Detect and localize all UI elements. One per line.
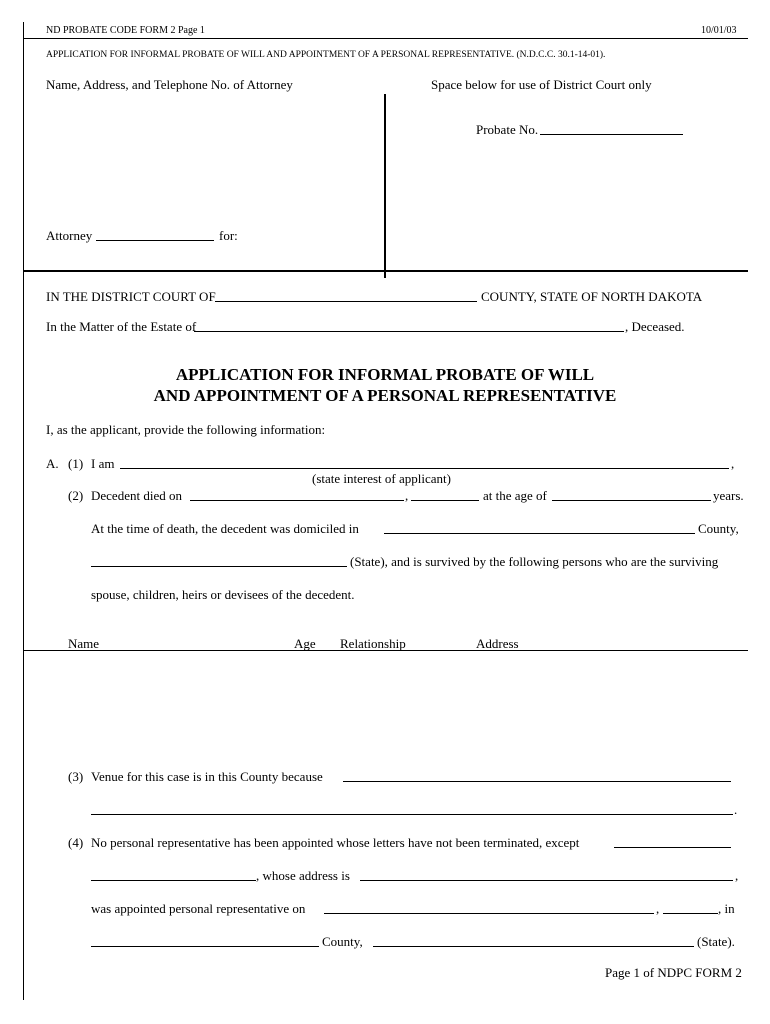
document-title-line-1: APPLICATION FOR INFORMAL PROBATE OF WILL [175, 365, 595, 384]
intro-text: I, as the applicant, provide the following information: [46, 422, 326, 437]
venue-reason-field-2[interactable] [91, 814, 733, 815]
estate-of-prefix: In the Matter of the Estate of [46, 319, 197, 334]
appointed-text: was appointed personal representative on [91, 901, 306, 916]
page-footer: Page 1 of NDPC FORM 2 [605, 965, 742, 980]
section-a-letter: A. [46, 456, 59, 471]
item-3-number: (3) [68, 769, 84, 784]
appointment-year-field[interactable] [663, 913, 718, 914]
court-box-label: Space below for use of District Court only [431, 77, 652, 92]
domicile-state-field[interactable] [91, 566, 347, 567]
district-court-suffix: COUNTY, STATE OF NORTH DAKOTA [481, 289, 703, 304]
appointment-state-label: (State). [697, 934, 735, 949]
district-court-prefix: IN THE DISTRICT COURT OF [46, 289, 216, 304]
item-2-number: (2) [68, 488, 84, 503]
venue-reason-field-1[interactable] [343, 781, 731, 782]
applicant-interest-caption: (state interest of applicant) [312, 471, 451, 486]
address-text: , whose address is [256, 868, 350, 883]
column-header-address: Address [476, 636, 519, 651]
prior-representative-address-field[interactable] [360, 880, 733, 881]
estate-of-suffix: , Deceased. [625, 319, 685, 334]
probate-number-field[interactable] [540, 134, 683, 135]
item-1-end: , [731, 456, 735, 471]
header-rule [23, 38, 748, 39]
document-title-line-2: AND APPOINTMENT OF A PERSONAL REPRESENTATIVE [153, 386, 617, 405]
domicile-text: At the time of death, the decedent was domiciled in [91, 521, 359, 536]
column-header-age: Age [294, 636, 316, 651]
appointment-county-field[interactable] [91, 946, 319, 947]
age-field[interactable] [552, 500, 711, 501]
item-2-text: Decedent died on [91, 488, 182, 503]
appointment-state-field[interactable] [373, 946, 694, 947]
decedent-name-field[interactable] [194, 331, 624, 332]
attorney-for-label: for: [219, 228, 238, 243]
attorney-label: Attorney [46, 228, 93, 243]
item-1-number: (1) [68, 456, 84, 471]
appointment-date-field[interactable] [324, 913, 654, 914]
left-margin-rule [23, 22, 24, 1000]
form-caption: APPLICATION FOR INFORMAL PROBATE OF WILL AND APPOINTMENT OF A PERSONAL REPRESENTATIVE. (N.D.C.C. 30.1-14-01). [46, 50, 606, 60]
years-label: years. [713, 488, 744, 503]
prior-representative-field[interactable] [614, 847, 731, 848]
death-date-comma: , [405, 488, 409, 503]
item-1-text: I am [91, 456, 115, 471]
item-3-end: . [734, 802, 738, 817]
column-header-relationship: Relationship [340, 636, 406, 651]
state-survived-text: (State), and is survived by the following persons who are the surviving [350, 554, 719, 569]
death-date-field[interactable] [190, 500, 404, 501]
domicile-county-label: County, [698, 521, 739, 536]
form-date: 10/01/03 [701, 25, 737, 36]
attorney-box-label: Name, Address, and Telephone No. of Attorney [46, 77, 293, 92]
domicile-county-field[interactable] [384, 533, 695, 534]
in-text: , in [718, 901, 735, 916]
item-4-number: (4) [68, 835, 84, 850]
applicant-interest-field[interactable] [120, 468, 729, 469]
appointment-date-comma: , [656, 901, 660, 916]
district-court-county-field[interactable] [215, 301, 477, 302]
caption-box-divider [384, 94, 386, 278]
address-comma: , [735, 868, 739, 883]
form-id: ND PROBATE CODE FORM 2 Page 1 [46, 25, 205, 36]
survivors-text: spouse, children, heirs or devisees of the decedent. [91, 587, 355, 602]
prior-representative-name-field[interactable] [91, 880, 256, 881]
attorney-name-field[interactable] [96, 240, 214, 241]
item-3-text: Venue for this case is in this County because [91, 769, 323, 784]
death-year-field[interactable] [411, 500, 479, 501]
probate-number-label: Probate No. [476, 122, 539, 137]
item-4-text: No personal representative has been appointed whose letters have not been terminated, except [91, 835, 580, 850]
appointment-county-label: County, [322, 934, 363, 949]
column-header-name: Name [68, 636, 100, 651]
age-label: at the age of [483, 488, 547, 503]
